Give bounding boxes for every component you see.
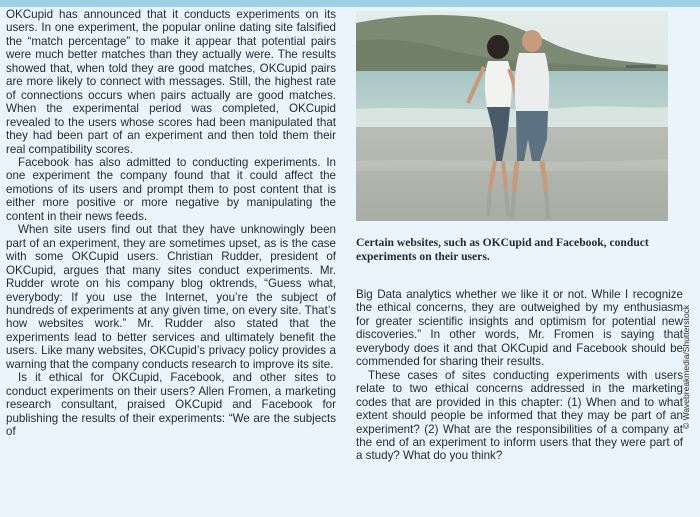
photo-caption: Certain websites, such as OKCupid and Facebook, conduct experiments on their users. — [356, 236, 649, 263]
cropped-footer-line — [0, 506, 700, 517]
body-paragraph: Facebook has also admitted to conducting experiments. In one experiment the company found that it could affect the emotions of its users and prompt them to post content that is either more positive or more negative by manipulating the content in their news feeds. — [6, 155, 336, 223]
body-paragraph: Is it ethical for OKCupid, Facebook, and other sites to conduct experiments on their users? Allen Fromen, a marketing research consultant, praised OKCupid and Facebook for publishing the results of their experiments: “We are the subjects of — [6, 371, 336, 439]
couple-on-beach-photo — [356, 11, 668, 221]
photo-illustration — [356, 11, 668, 221]
body-paragraph: OKCupid has announced that it conducts experiments on its users. In one experiment, the popular online dating site falsified the “match percentage” to make it appear that potential pairs were much better matches than they actually were. The results showed that, when told they are good matches, OKCupid pairs are more likely to connect with messages. Still, the highest rate of connections occurs when pairs actually are good matches. When the experimental period was completed, OKCupid revealed to the users whose scores had been manipulated that they had been part of an experiment and then told them their real compatibility scores. — [6, 8, 336, 156]
header-color-band — [0, 0, 700, 7]
body-paragraph: Big Data analytics whether we like it or not. While I recognize the ethical concerns, they are outweighed by my enthusiasm for greater scientific insights and optimism for potential new discoveries.” In other words, Mr. Fromen is saying that everybody does it and that OKCupid and Facebook should be commended for sharing their results. — [356, 288, 683, 369]
left-text-column — [6, 8, 336, 439]
body-paragraph: These cases of sites conducting experiments with users relate to two ethical concerns addressed in the marketing codes that are provided in this chapter: (1) When and to what extent should people be informed that they may be part of an experiment? (2) What are the responsibilities of a company at the end of an experiment to inform users that they were part of a study? What do you think? — [356, 368, 683, 463]
right-text-column — [356, 288, 683, 463]
body-paragraph: When site users find out that they have unknowingly been part of an experiment, they are sometimes upset, as is the case with some OKCupid users. Christian Rudder, president of OKCupid, argues that many sites conduct experiments. Mr. Rudder wrote on his company blog oktrends, “Guess what, everybody: If you use the Internet, you’re the subject of hundreds of experiments at any given time, on every site. That’s how websites work.” Mr. Rudder also stated that the experiments lead to better services and ultimately benefit the users. Like many websites, OKCupid’s privacy policy provides a warning that the company conducts research to improve its site. — [6, 223, 336, 371]
photo-credit-text: © Wavebreakmedia/Shutterstock — [681, 304, 691, 429]
